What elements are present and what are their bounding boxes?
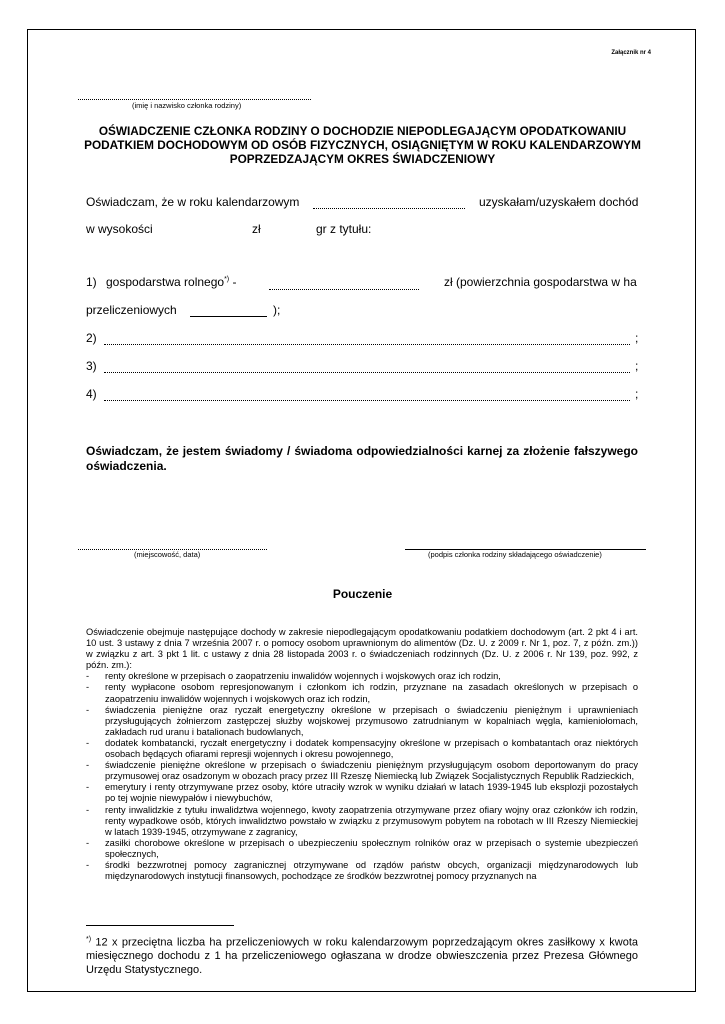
liability-declaration: Oświadczam, że jestem świadomy / świadoma odpowiedzialności karnej za złożenie fałszywego oświadczenia. [86,444,638,473]
item-1b-close: ); [273,303,281,317]
name-field[interactable] [78,98,311,100]
list-item: - świadczenie pieniężne określone w przepisach o świadczeniu pieniężnym przysługującym osobom deportowanym do pracy przymusowej oraz osadzonym w obozach pracy przez III Rzeszę Niemiecką lub Związek Socjalistycznych Republik Radzieckich, [86,760,638,782]
item-1-footnote-marker: *) [224,276,230,283]
list-item: - renty określone w przepisach o zaopatrzeniu inwalidów wojennych i wojskowych oraz ich rodzin, [86,671,638,682]
item-2-number: 2) [86,331,97,345]
list-item: - środki bezzwrotnej pomocy zagranicznej otrzymywane od rządów państw obcych, organizacji międzynarodowych lub międzynarodowych instytucji finansowych, pochodzące ze środków bezzwrotnej pomocy przyznanych na [86,860,638,882]
instruction-intro: Oświadczenie obejmuje następujące dochody w zakresie niepodlegającym opodatkowaniu podatkiem dochodowym (art. 2 pkt 4 i art. 10 ust. 3 ustawy z dnia 7 września 2007 r. o pomocy osobom uprawnionym do alimentów (Dz. U. z 2009 r. Nr 1, poz. 7, z późn. zm.)) w związku z art. 3 pkt 1 lit. c ustawy z dnia 28 listopada 2003 r. o świadczeniach rodzinnych (Dz. U. z 2006 r. Nr 139, poz. 992, z późn. zm.): [86,627,638,671]
name-caption: (imię i nazwisko członka rodziny) [132,101,242,110]
hectare-field[interactable] [190,315,267,317]
item-4-end: ; [635,387,639,401]
item-3-number: 3) [86,359,97,373]
instruction-heading: Pouczenie [332,587,393,601]
footnote-marker: *) [86,936,92,943]
item-1-label-group [106,275,236,289]
year-line-suffix: uzyskałam/uzyskałem dochód [479,195,639,209]
item-2-end: ; [635,331,639,345]
list-item: - renty wypłacone osobom represjonowanym i członkom ich rodzin, przyznane na zasadach określonych w przepisach o zaopatrzeniu inwalidów wojennych i wojskowych oraz ich rodzin, [86,682,638,704]
list-item: - renty inwalidzkie z tytułu inwalidztwa wojennego, kwoty zaopatrzenia otrzymywane przez ofiary wojny oraz członków ich rodzin, renty wypadkowe osób, których inwalidztwo powstało w związku z przymusowym pobytem na robotach w III Rzeszy Niemieckiej w latach 1939-1945, otrzymywane z zagranicy, [86,805,638,838]
footnote-text: 12 x przeciętna liczba ha przeliczeniowych w roku kalendarzowym poprzedzającym okres zasiłkowy x kwota miesięcznego dochodu z 1 ha przeliczeniowego ogłaszana w drodze obwieszczenia przez Prezesa Głównego Urzędu Statystycznego. [86,936,638,976]
item-4-number: 4) [86,387,97,401]
instruction-block [86,627,638,882]
item-1b-label: przeliczeniowych [86,303,177,317]
amount-label: w wysokości [86,222,153,236]
list-item: - dodatek kombatancki, ryczałt energetyczny i dodatek kompensacyjny określone w przepisach o kombatantach oraz niektórych osobach będących ofiarami represji wojennych i okresu powojennego, [86,738,638,760]
annex-label: Załącznik nr 4 [611,50,651,56]
signature-caption: (podpis członka rodziny składającego oświadczenie) [428,550,602,559]
farm-income-field[interactable] [269,288,419,290]
list-item: - zasiłki chorobowe określone w przepisach o ubezpieczeniu społecznym rolników oraz w przepisach o systemie ubezpieczeń społecznych, [86,838,638,860]
item-3-field[interactable] [104,371,630,373]
item-1-number: 1) [86,275,97,289]
item-3-end: ; [635,359,639,373]
footnote [86,933,638,977]
amount-zl-label: zł [252,222,261,236]
list-item: - emerytury i renty otrzymywane przez osoby, które utraciły wzrok w wyniku działań w latach 1939-1945 lub eksplozji pozostałych po tej wojnie niewypałów i niewybuchów, [86,782,638,804]
place-date-caption: (miejscowość, data) [134,550,201,559]
year-field[interactable] [313,207,465,209]
item-4-field[interactable] [104,399,630,401]
item-1-suffix: zł (powierzchnia gospodarstwa w ha [444,275,637,289]
footnote-divider [86,925,234,926]
document-title: OŚWIADCZENIE CZŁONKA RODZINY O DOCHODZIE NIEPODLEGAJĄCYM OPODATKOWANIU PODATKIEM DOCHODOWYM OD OSÓB FIZYCZNYCH, OSIĄGNIĘTYM W ROKU KALENDARZOWYM POPRZEDZAJĄCYM OKRES ŚWIADCZENIOWY [84,124,641,166]
item-2-field[interactable] [104,343,630,345]
item-1-dash: - [232,275,237,289]
year-line-prefix: Oświadczam, że w roku kalendarzowym [86,195,300,209]
amount-gr-label: gr z tytułu: [316,222,372,236]
instruction-list [86,671,638,882]
list-item: - świadczenia pieniężne oraz ryczałt energetyczny określone w przepisach o świadczeniu pieniężnym i uprawnieniach przysługujących żołnierzom zastępczej służby wojskowej przymusowo zatrudnianym w kopalniach węgla, kamieniołomach, zakładach rud uranu i batalionach budowlanych, [86,705,638,738]
item-1-label: gospodarstwa rolnego [106,275,225,289]
